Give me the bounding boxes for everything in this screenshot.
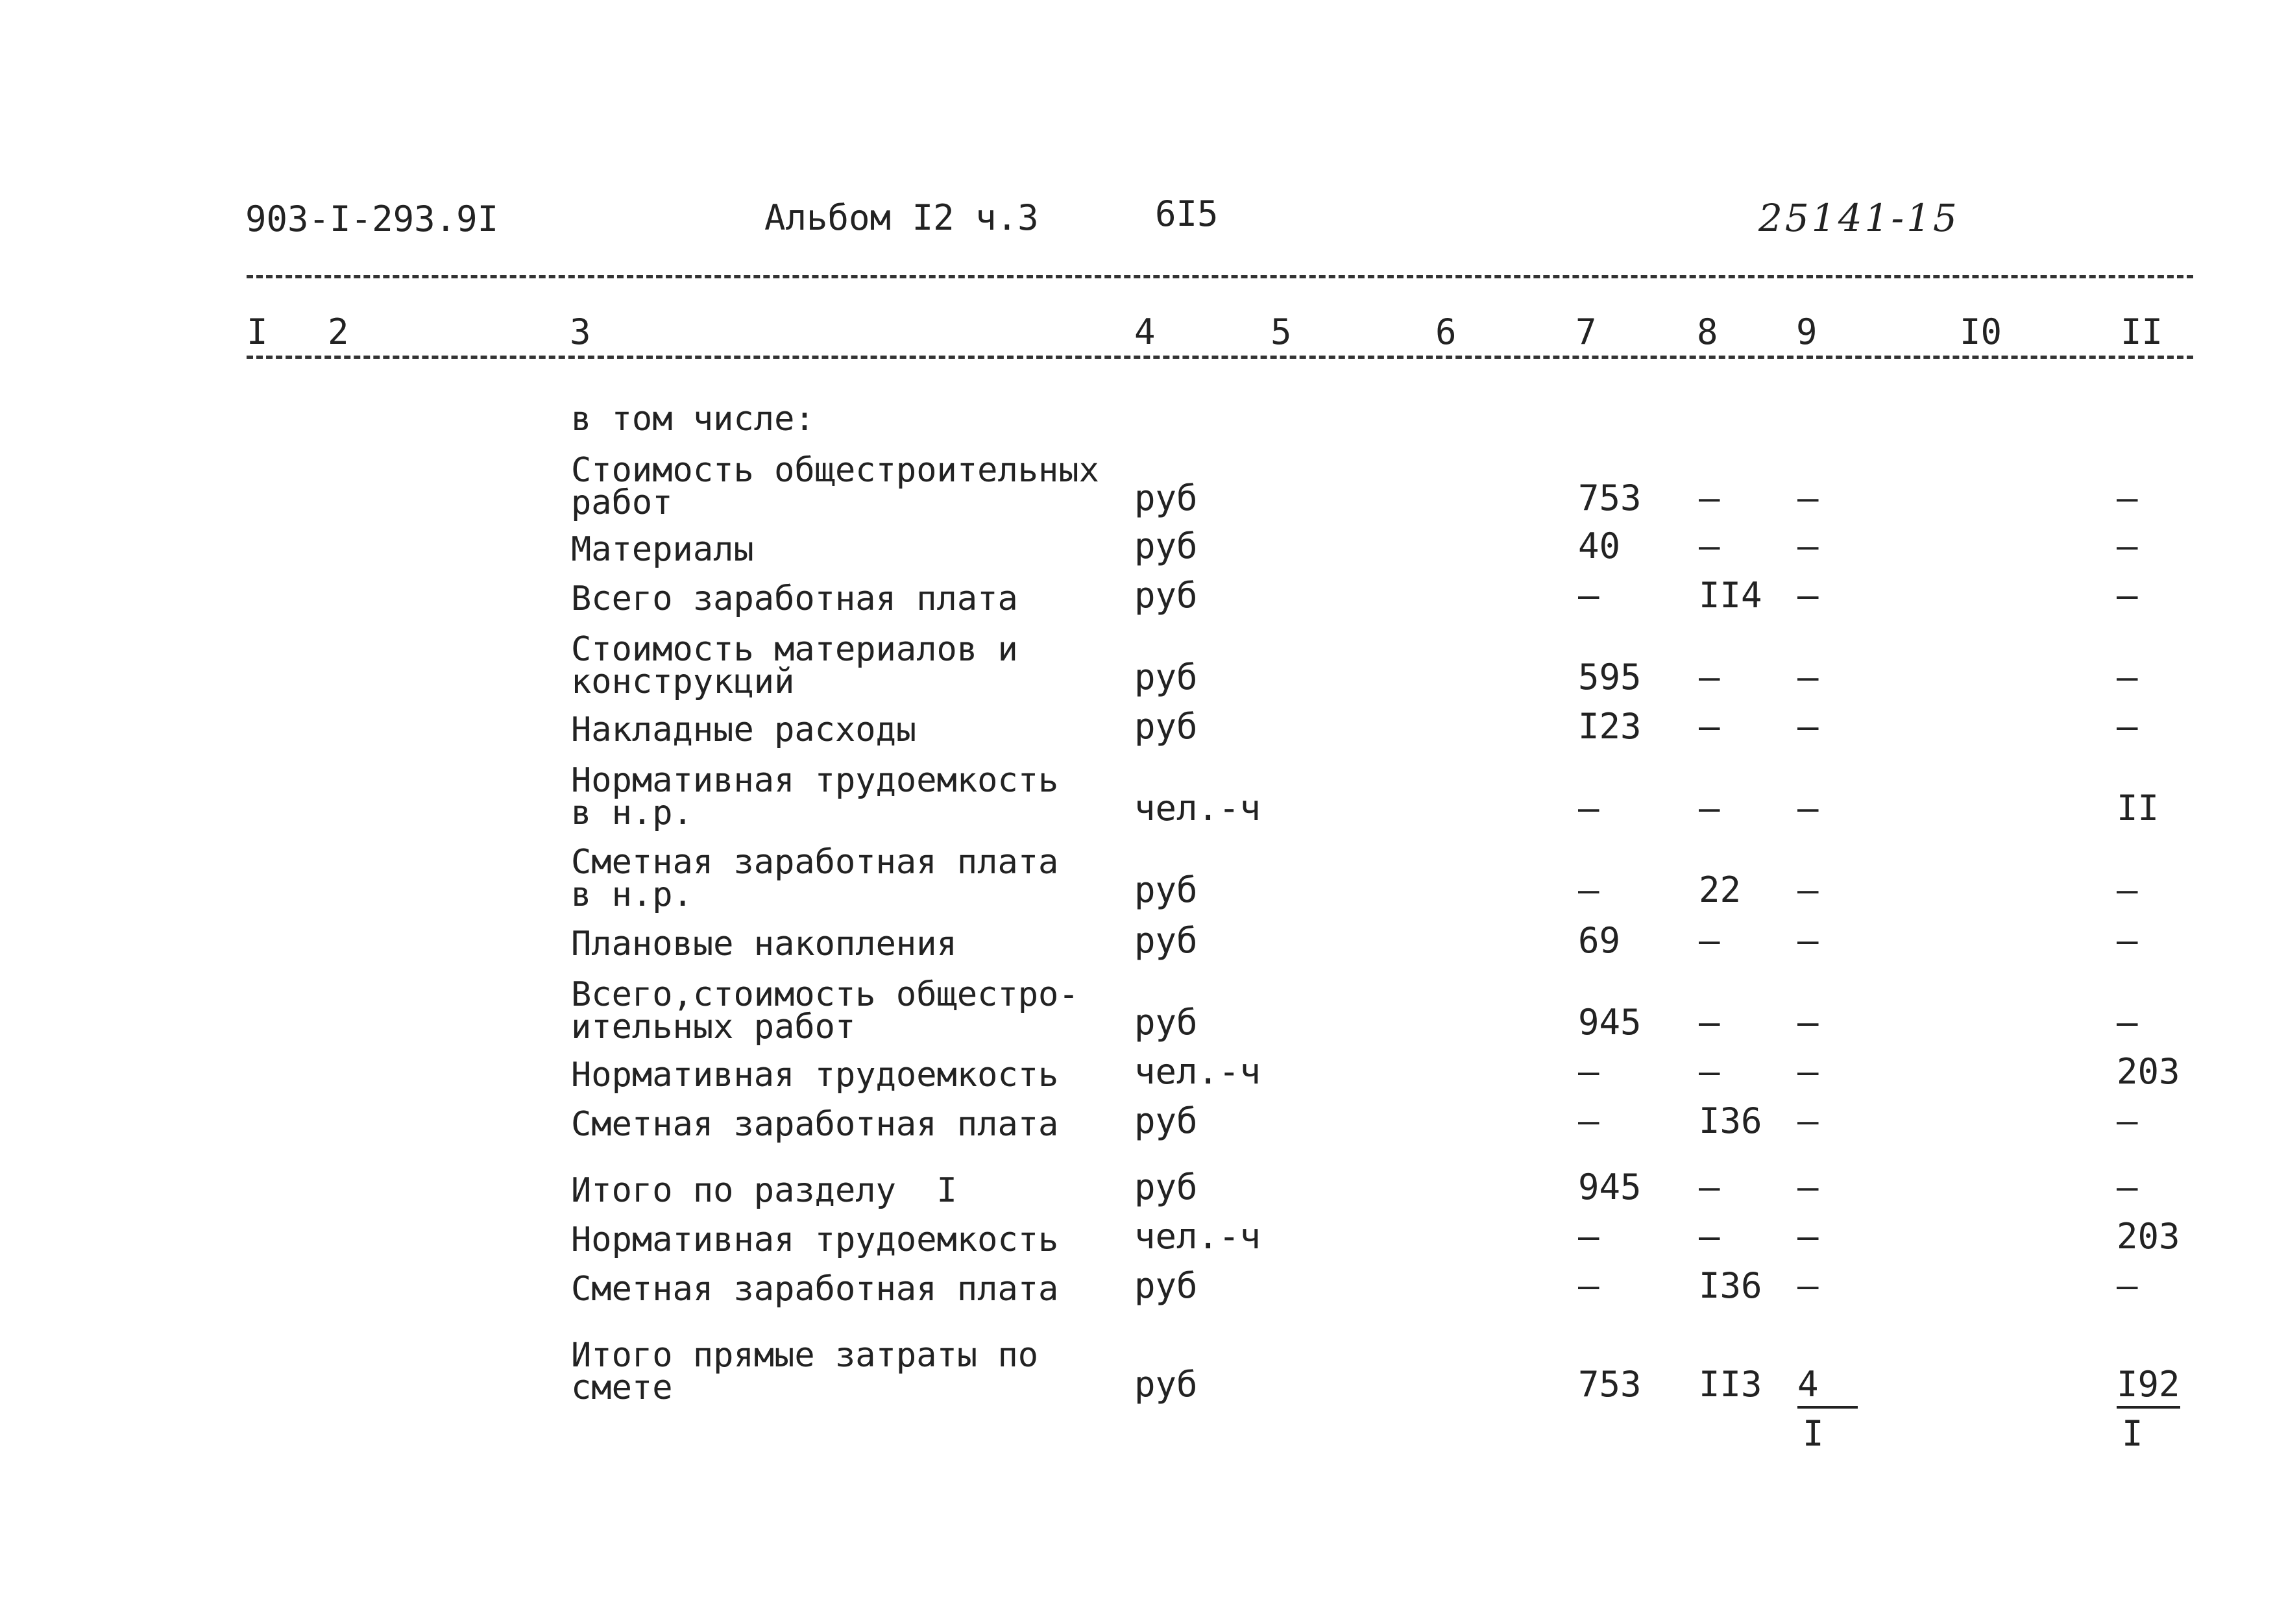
row-cell-c7: – bbox=[1578, 575, 1599, 616]
row-label: Сметная заработная плата bbox=[571, 1270, 1059, 1309]
row-cell-c11: II bbox=[2117, 788, 2159, 829]
column-number-7: 7 bbox=[1575, 311, 1597, 352]
row-cell-c7: 40 bbox=[1578, 526, 1621, 566]
row-cell-c11: 203 bbox=[2117, 1051, 2180, 1092]
row-cell-c8: – bbox=[1699, 657, 1720, 697]
row-cell-c11: 203 bbox=[2117, 1216, 2180, 1257]
row-cell-unit: чел.-ч bbox=[1134, 1216, 1261, 1257]
row-cell-c11: – bbox=[2117, 1265, 2138, 1306]
row-cell-unit: руб bbox=[1134, 706, 1198, 747]
row-label: Всего,стоимость общестро- ительных работ bbox=[571, 975, 1079, 1047]
row-cell-c8: II3 bbox=[1699, 1364, 1762, 1405]
row-label: Нормативная трудоемкость bbox=[571, 1220, 1059, 1259]
row-cell-c11: – bbox=[2117, 657, 2138, 697]
row-cell-unit: руб bbox=[1134, 869, 1198, 910]
column-number-6: 6 bbox=[1435, 311, 1457, 352]
row-cell-c11: – bbox=[2117, 478, 2138, 518]
column-number-1: I bbox=[247, 311, 268, 352]
row-cell-unit: руб bbox=[1134, 1002, 1198, 1043]
column-number-11: II bbox=[2121, 311, 2163, 352]
row-cell-c9: – bbox=[1797, 788, 1819, 829]
row-cell-c9: – bbox=[1797, 1265, 1819, 1306]
fraction-denominator-c9: I bbox=[1803, 1413, 1824, 1454]
row-label: Стоимость материалов и конструкций bbox=[571, 630, 1018, 701]
row-cell-c8: 22 bbox=[1699, 869, 1742, 910]
doc-code: 903-I-293.9I bbox=[245, 199, 499, 239]
column-number-10: I0 bbox=[1960, 311, 2002, 352]
row-cell-c9: – bbox=[1797, 478, 1819, 518]
row-cell-c7: I23 bbox=[1578, 706, 1642, 747]
row-cell-c8: I36 bbox=[1699, 1265, 1762, 1306]
row-label: Стоимость общестроительных работ bbox=[571, 451, 1099, 522]
row-cell-c7: – bbox=[1578, 1051, 1599, 1092]
row-label: Итого по разделу I bbox=[571, 1171, 957, 1210]
row-cell-c8: – bbox=[1699, 920, 1720, 961]
row-label: Материалы bbox=[571, 530, 754, 569]
row-cell-unit: руб bbox=[1134, 657, 1198, 697]
row-cell-c11: – bbox=[2117, 869, 2138, 910]
row-label: Плановые накопления bbox=[571, 925, 957, 963]
row-cell-c8: – bbox=[1699, 1051, 1720, 1092]
fraction-denominator-c11: I bbox=[2122, 1413, 2143, 1454]
row-cell-c7: – bbox=[1578, 1216, 1599, 1257]
row-cell-unit: руб bbox=[1134, 1167, 1198, 1207]
row-cell-c7: 69 bbox=[1578, 920, 1621, 961]
column-number-4: 4 bbox=[1134, 311, 1156, 352]
row-cell-c11: – bbox=[2117, 1100, 2138, 1141]
row-cell-c8: – bbox=[1699, 478, 1720, 518]
row-cell-c8: – bbox=[1699, 706, 1720, 747]
row-label: Нормативная трудоемкость bbox=[571, 1056, 1059, 1095]
row-cell-c8: II4 bbox=[1699, 575, 1762, 616]
row-cell-unit: руб bbox=[1134, 1364, 1198, 1405]
row-cell-c8: – bbox=[1699, 1216, 1720, 1257]
row-label: Всего заработная плата bbox=[571, 579, 1018, 618]
header-rule-top bbox=[247, 275, 2193, 278]
sheet-code: 25141-15 bbox=[1758, 196, 1960, 240]
intro-label: в том числе: bbox=[571, 400, 815, 439]
row-cell-c7: 595 bbox=[1578, 657, 1642, 697]
row-cell-c8: – bbox=[1699, 1167, 1720, 1207]
column-number-2: 2 bbox=[328, 311, 349, 352]
row-cell-c7: – bbox=[1578, 1265, 1599, 1306]
row-cell-c9: – bbox=[1797, 1167, 1819, 1207]
row-cell-c8: I36 bbox=[1699, 1100, 1762, 1141]
row-cell-c11: – bbox=[2117, 706, 2138, 747]
row-cell-c11: – bbox=[2117, 1002, 2138, 1043]
row-cell-c9: – bbox=[1797, 869, 1819, 910]
column-number-8: 8 bbox=[1697, 311, 1718, 352]
row-cell-c8: – bbox=[1699, 788, 1720, 829]
header-rule-bottom bbox=[247, 356, 2193, 359]
album-label: Альбом I2 ч.3 bbox=[764, 197, 1039, 238]
row-cell-c9: – bbox=[1797, 920, 1819, 961]
row-cell-c7: 945 bbox=[1578, 1167, 1642, 1207]
row-cell-c9: – bbox=[1797, 1100, 1819, 1141]
row-cell-unit: руб bbox=[1134, 1100, 1198, 1141]
row-cell-c11: I92 bbox=[2117, 1365, 2180, 1404]
row-label: Сметная заработная плата в н.р. bbox=[571, 843, 1059, 914]
row-label: Нормативная трудоемкость в н.р. bbox=[571, 761, 1059, 832]
row-cell-c7: 753 bbox=[1578, 1364, 1642, 1405]
row-cell-unit: чел.-ч bbox=[1134, 1051, 1261, 1092]
row-cell-unit: руб bbox=[1134, 575, 1198, 616]
row-cell-unit: руб bbox=[1134, 526, 1198, 566]
row-label: Сметная заработная плата bbox=[571, 1105, 1059, 1144]
row-cell-c7: – bbox=[1578, 869, 1599, 910]
row-cell-c11: – bbox=[2117, 526, 2138, 566]
row-cell-unit: руб bbox=[1134, 478, 1198, 518]
row-label: Накладные расходы bbox=[571, 710, 917, 749]
row-cell-c9: – bbox=[1797, 706, 1819, 747]
row-cell-c7: 753 bbox=[1578, 478, 1642, 518]
row-cell-c9: – bbox=[1797, 575, 1819, 616]
row-cell-c9: – bbox=[1797, 1002, 1819, 1043]
row-cell-c7: 945 bbox=[1578, 1002, 1642, 1043]
column-number-9: 9 bbox=[1796, 311, 1818, 352]
row-cell-c9: – bbox=[1797, 1051, 1819, 1092]
row-cell-c9: – bbox=[1797, 1216, 1819, 1257]
row-cell-c11: – bbox=[2117, 575, 2138, 616]
row-cell-c9: – bbox=[1797, 657, 1819, 697]
row-label: Итого прямые затраты по смете bbox=[571, 1336, 1039, 1407]
row-cell-c7: – bbox=[1578, 788, 1599, 829]
row-cell-unit: руб bbox=[1134, 1265, 1198, 1306]
row-cell-c7: – bbox=[1578, 1100, 1599, 1141]
row-cell-c11: – bbox=[2117, 920, 2138, 961]
row-cell-c9: – bbox=[1797, 526, 1819, 566]
page-number: 6I5 bbox=[1155, 193, 1219, 234]
row-cell-c11: – bbox=[2117, 1167, 2138, 1207]
column-number-5: 5 bbox=[1271, 311, 1292, 352]
row-cell-c9: 4 bbox=[1797, 1365, 1858, 1404]
column-number-3: 3 bbox=[570, 311, 591, 352]
row-cell-unit: чел.-ч bbox=[1134, 788, 1261, 829]
row-cell-c8: – bbox=[1699, 526, 1720, 566]
row-cell-unit: руб bbox=[1134, 920, 1198, 961]
row-cell-c8: – bbox=[1699, 1002, 1720, 1043]
